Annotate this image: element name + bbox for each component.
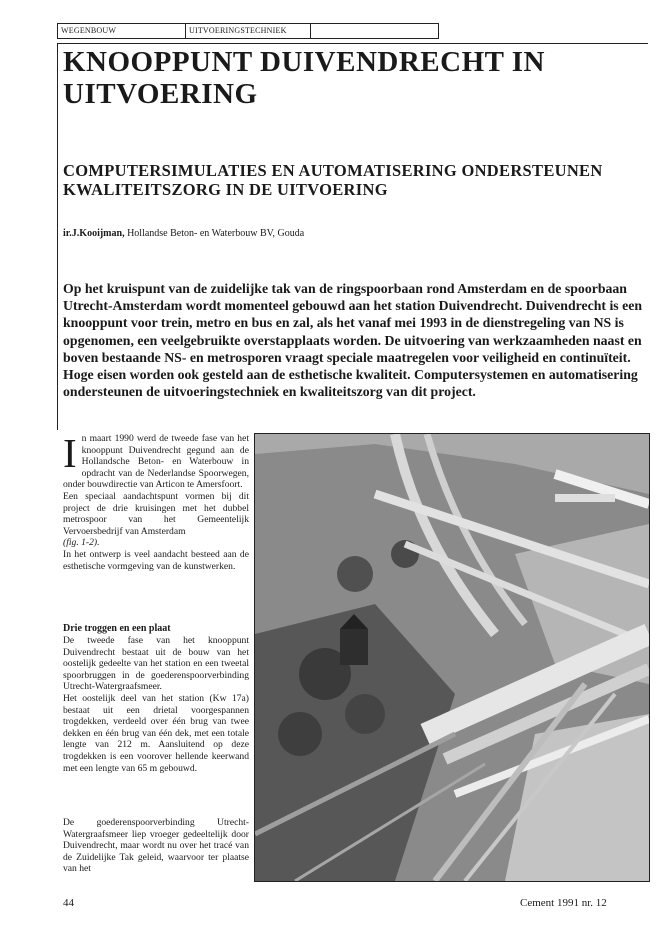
body-paragraph: In het ontwerp is veel aandacht besteed aan de esthetische vormgeving van de kunstwerken. bbox=[63, 548, 249, 572]
drop-cap: I bbox=[63, 430, 77, 476]
body-paragraph: De goederenspoorverbinding Utrecht-Watergraafsmeer liep vroeger gedeeltelijk door Duivendrecht, maar wordt nu over het tracé van de Zuidelijke Tak geleid, waarvoor ter plaatse van het bbox=[63, 817, 249, 875]
article-subtitle: COMPUTERSIMULATIES EN AUTOMATISERING ONDERSTEUNEN KWALITEITSZORG IN DE UITVOERING bbox=[63, 161, 603, 199]
aerial-photo-illustration bbox=[255, 434, 649, 881]
section-heading: Drie troggen en een plaat bbox=[63, 623, 171, 634]
journal-issue: Cement 1991 nr. 12 bbox=[520, 897, 607, 909]
left-rule bbox=[57, 43, 58, 430]
author-name: ir.J.Kooijman, bbox=[63, 228, 125, 239]
body-paragraph: In maart 1990 werd de tweede fase van het knooppunt Duivendrecht gegund aan de Hollandsche Beton- en Waterbouw in opdracht van de Nederlandse Spoorwegen, onder bouwdirectie van Articon te Amersfoort. bbox=[63, 430, 249, 491]
body-paragraph: De tweede fase van het knooppunt Duivendrecht bestaat uit de bouw van het oostelijk gedeelte van het station en een tweetal spoorbruggen in de goederenspoorverbinding Utrecht-Watergraafsmeer. bbox=[63, 635, 249, 693]
article-title: KNOOPPUNT DUIVENDRECHT IN UITVOERING bbox=[63, 46, 545, 110]
subsection-label: UITVOERINGSTECHNIEK bbox=[186, 24, 311, 38]
page-number: 44 bbox=[63, 897, 74, 909]
byline bbox=[63, 228, 304, 239]
aerial-photo bbox=[254, 433, 650, 882]
body-paragraph: Het oostelijk deel van het station (Kw 17a) bestaat uit een drietal voorgespannen trogdekken, verdeeld over één brug van twee dekken en één brug van één dek, met een totale lengte van 212 m. Aansluitend op deze trogdekken is een voorover hellende keerwand met een lengte van 65 m gebouwd. bbox=[63, 692, 249, 774]
body-column-part1 bbox=[63, 430, 249, 572]
body-column-part2 bbox=[63, 623, 249, 774]
top-rule bbox=[57, 43, 648, 44]
author-affiliation: Hollandse Beton- en Waterbouw BV, Gouda bbox=[124, 228, 305, 239]
section-label: WEGENBOUW bbox=[58, 24, 186, 38]
figure-reference: (fig. 1-2). bbox=[63, 537, 100, 549]
lead-paragraph: Op het kruispunt van de zuidelijke tak van de ringspoorbaan rond Amsterdam en de spoorbaan Utrecht-Amsterdam wordt momenteel gebouwd aan het station Duivendrecht. Duivendrecht is een knooppunt voor trein, metro en bus en zal, als het vanaf mei 1993 in de dienstregeling van NS is opgenomen, een veelgebruikte overstapplaats worden. De uitvoering van werkzaamheden naast en boven bestaande NS- en metrosporen vraagt speciale maatregelen voor veiligheid en continuïteit. Hoge eisen worden ook gesteld aan de esthetische kwaliteit. Computersystemen en automatisering ondersteunen de uitvoeringstechniek en kwaliteitszorg van dit project. bbox=[63, 281, 643, 400]
body-paragraph: Een speciaal aandachtspunt vormen bij dit project de drie kruisingen met het dubbel metrospoor van het Gemeentelijk Vervoersbedrijf van Amsterdam (fig. 1-2). bbox=[63, 490, 249, 549]
section-header bbox=[57, 23, 439, 39]
header-empty-cell bbox=[311, 24, 438, 38]
body-column-part3 bbox=[63, 817, 249, 875]
